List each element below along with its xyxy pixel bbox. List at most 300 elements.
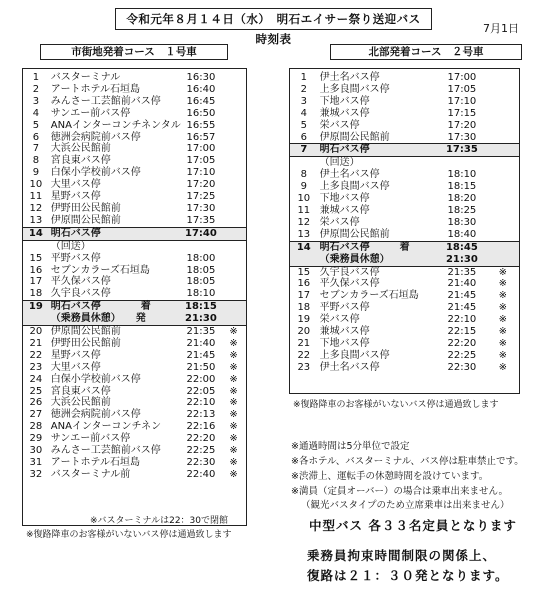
departure-time: 22:13 [186, 409, 216, 421]
return-mark: ※ [498, 302, 508, 314]
timetable-row [23, 253, 246, 265]
timetable-row [290, 181, 519, 193]
timetable-row [23, 72, 246, 84]
timetable-row [290, 350, 519, 362]
timetable-row [23, 276, 246, 288]
return-mark: ※ [229, 409, 238, 421]
timetable-row [290, 326, 519, 338]
timetable-row [23, 397, 246, 409]
timetable-row [23, 326, 246, 338]
stop-name: 白保小学校前バス停 [50, 373, 141, 385]
stop-name: 明石バス停 [49, 227, 181, 240]
stop-number: 10 [29, 179, 43, 191]
stop-number: 23 [297, 361, 311, 373]
stop-name: 明石バス停 [318, 144, 438, 157]
return-mark [487, 120, 519, 132]
left-closing-note: ※バスターミナルは22：30で閉館 [90, 516, 228, 526]
stop-name: 久宇良バス停 [50, 288, 111, 300]
stop-name: 明石バス停 着 [318, 241, 438, 253]
note-5: （観光バスタイプのため立席乗車は出来ません） [301, 500, 510, 511]
departure-time: 21:40 [447, 278, 477, 290]
departure-time: 17:40 [181, 227, 221, 240]
stop-number: 9 [32, 167, 40, 179]
timetable-row [290, 290, 519, 302]
timetable-row [23, 301, 246, 313]
stop-number [290, 157, 318, 169]
stop-name: 星野バス停 [50, 349, 101, 361]
timetable-row [290, 120, 519, 132]
timetable-row [23, 265, 246, 277]
return-mark [221, 240, 246, 252]
departure-time: 17:35 [437, 144, 487, 157]
stop-number: 1 [300, 72, 307, 83]
stop-number: 31 [29, 457, 43, 468]
timetable-row [290, 362, 519, 374]
return-mark [487, 96, 519, 108]
stop-number: 14 [23, 227, 49, 240]
departure-time: 21:50 [186, 361, 216, 373]
departure-time: 22:10 [186, 397, 216, 409]
timetable-row [23, 120, 246, 132]
return-mark [221, 253, 246, 265]
timetable-row [290, 72, 519, 84]
stop-number: 16 [297, 278, 311, 290]
stop-number: 17 [297, 290, 311, 302]
return-mark: ※ [498, 326, 508, 338]
departure-time: 22:25 [447, 349, 477, 361]
timetable-row [290, 144, 519, 157]
departure-time: 17:35 [186, 214, 216, 226]
departure-time: 21:30 [181, 313, 221, 325]
return-mark: ※ [498, 278, 508, 290]
return-mark [221, 132, 246, 144]
return-mark: ※ [498, 314, 508, 326]
stop-number: 21 [29, 337, 43, 349]
timetable-row [290, 217, 519, 229]
timetable-row [290, 254, 519, 266]
departure-time: 17:15 [447, 107, 477, 119]
stop-name: セブンカラーズ石垣島 [50, 264, 150, 276]
stop-name: 大浜公民館前 [50, 397, 111, 409]
stop-number: 18 [297, 302, 311, 314]
return-mark [487, 157, 519, 169]
timetable-row [23, 96, 246, 108]
return-mark: ※ [229, 468, 238, 480]
departure-time: 22:10 [447, 314, 477, 326]
stop-name: ANAインターコンチネンタル [50, 119, 181, 131]
stop-number: 30 [29, 445, 43, 457]
stop-number: 13 [29, 214, 43, 226]
stop-name: 兼城バス停 [319, 204, 370, 216]
stop-name: 星野バス停 [50, 191, 101, 203]
stop-number: 5 [32, 119, 40, 131]
timetable-row [290, 132, 519, 144]
departure-time: 21:45 [447, 302, 477, 314]
stop-number: 1 [32, 72, 40, 83]
departure-time: 22:30 [447, 361, 477, 373]
timetable-row [23, 374, 246, 386]
return-mark: ※ [498, 290, 508, 302]
departure-time: 17:25 [186, 191, 216, 203]
return-mark [487, 72, 519, 84]
departure-time: 21:35 [447, 266, 477, 278]
stop-number: 14 [290, 241, 318, 253]
timetable-row [290, 169, 519, 181]
stop-name: 大里バス停 [50, 361, 101, 373]
return-mark [487, 144, 519, 157]
stop-number: 4 [32, 107, 40, 119]
timetable-row [23, 288, 246, 300]
stop-name: 伊土名バス停 [319, 361, 380, 373]
stop-number: 16 [29, 264, 43, 276]
capacity-notice: 中型バス 各３３名定員となります [309, 518, 517, 533]
note-4: ※満員（定員オーバー）の場合は乗車出来ません。 [291, 486, 509, 497]
stop-number: 12 [29, 202, 43, 214]
return-mark: ※ [229, 445, 238, 457]
stop-number: 11 [297, 204, 311, 216]
timetable-row [23, 338, 246, 350]
stop-name: 伊土名バス停 [319, 72, 380, 83]
timetable-row [23, 445, 246, 457]
stop-name: サンエー前バス停 [50, 107, 131, 119]
stop-number: 6 [32, 131, 40, 143]
stop-name: 徳洲会病院前バス停 [50, 131, 141, 143]
stop-number: 19 [297, 314, 311, 326]
departure-time: 16:55 [186, 119, 216, 131]
departure-time: 22:40 [186, 468, 216, 480]
stop-number: 15 [29, 252, 43, 264]
return-mark [221, 203, 246, 215]
right-timetable [290, 72, 519, 374]
return-mark [221, 143, 246, 155]
stop-number: 20 [297, 326, 311, 338]
return-mark: ※ [229, 361, 238, 373]
stop-number: 3 [32, 95, 40, 107]
stop-name: みんさー工芸館前バス停 [50, 95, 161, 107]
return-mark [221, 108, 246, 120]
departure-time: 18:25 [447, 204, 477, 216]
stop-number: 22 [29, 349, 43, 361]
stop-name: 伊野田公民館前 [50, 202, 121, 214]
timetable-row [23, 469, 246, 481]
return-mark [487, 217, 519, 229]
timetable-row [290, 302, 519, 314]
stop-name: 上多良間バス停 [319, 181, 390, 193]
timetable-row [23, 191, 246, 203]
return-mark [221, 227, 246, 240]
departure-time: 22:20 [447, 337, 477, 349]
timetable-row [290, 157, 519, 169]
departure-time: 18:05 [186, 264, 216, 276]
departure-time: 16:50 [186, 107, 216, 119]
timetable-row [23, 240, 246, 252]
departure-time: 22:20 [186, 433, 216, 445]
departure-time: 17:05 [447, 83, 477, 95]
stop-name: 栄バス停 [319, 216, 360, 228]
stop-name: 平野バス停 [319, 302, 370, 314]
departure-time: 18:10 [186, 288, 216, 300]
left-timetable-box [22, 68, 247, 526]
stop-number: 7 [290, 144, 318, 157]
timetable-row [290, 314, 519, 326]
timetable-row [290, 278, 519, 290]
stop-number [23, 240, 49, 252]
timetable-row [290, 96, 519, 108]
stop-number: 32 [29, 468, 43, 480]
departure-time: 18:20 [447, 193, 477, 205]
stop-number: 5 [300, 119, 307, 131]
stop-name: （回送） [50, 240, 91, 252]
stop-number: 23 [29, 361, 43, 373]
stop-number: 21 [297, 337, 311, 349]
timetable-row [23, 84, 246, 96]
departure-time: 21:45 [186, 349, 216, 361]
departure-time: 22:15 [447, 326, 477, 338]
timetable-row [290, 84, 519, 96]
departure-time: 18:30 [447, 216, 477, 228]
left-course-header: 市街地発着コース １号車 [40, 44, 228, 60]
timetable-row [23, 433, 246, 445]
stop-name: 栄バス停 [319, 314, 360, 326]
return-mark [221, 288, 246, 300]
stop-number: 4 [300, 107, 307, 119]
timetable-row [23, 215, 246, 227]
right-timetable-box [289, 68, 520, 394]
left-footnote: ※復路降車のお客様がいないバス停は通過致します [26, 530, 232, 540]
return-mark [487, 169, 519, 181]
stop-number: 13 [297, 228, 311, 240]
stop-number: 6 [300, 131, 307, 143]
stop-number: 19 [23, 301, 49, 313]
right-footnote: ※復路降車のお客様がいないバス停は通過致します [293, 400, 499, 410]
departure-time: 22:30 [186, 457, 216, 468]
stop-name: 伊原間公民館前 [319, 228, 390, 240]
return-mark [487, 181, 519, 193]
return-mark [221, 155, 246, 167]
stop-number: 2 [300, 83, 307, 95]
stop-name: 平野バス停 [50, 252, 101, 264]
stop-name: 栄バス停 [319, 119, 360, 131]
stop-name: 平久保バス停 [50, 276, 111, 288]
return-mark [221, 84, 246, 96]
return-mark [487, 254, 519, 266]
stop-name: 伊原間公民館前 [319, 131, 390, 143]
stop-name: （乗務員休憩） [318, 254, 438, 266]
timetable-row [23, 350, 246, 362]
departure-time: 17:10 [447, 95, 477, 107]
return-mark [487, 132, 519, 144]
timetable-row [23, 227, 246, 240]
stop-number: 9 [300, 181, 307, 193]
timetable-row [23, 108, 246, 120]
return-mark: ※ [229, 349, 238, 361]
timetable-row [23, 409, 246, 421]
departure-time: 17:00 [186, 143, 216, 155]
departure-time: 18:15 [181, 301, 221, 313]
return-mark [487, 108, 519, 120]
stop-number: 24 [29, 373, 43, 385]
return-mark [487, 205, 519, 217]
departure-time: 18:05 [186, 276, 216, 288]
date-label: 7月1日 [483, 22, 519, 35]
stop-number: 8 [300, 169, 307, 181]
return-mark [221, 301, 246, 313]
return-mark: ※ [229, 421, 238, 433]
stop-name: 下地バス停 [319, 337, 370, 349]
stop-number: 10 [297, 193, 311, 205]
departure-time: 16:57 [186, 131, 216, 143]
stop-number: 22 [297, 349, 311, 361]
stop-number: 25 [29, 385, 43, 397]
timetable-row [290, 205, 519, 217]
stop-name: アートホテル石垣島 [50, 83, 140, 95]
departure-time: 18:15 [447, 181, 477, 193]
departure-time: 17:00 [447, 72, 477, 83]
departure-time [437, 157, 487, 169]
stop-name: 下地バス停 [319, 95, 370, 107]
departure-time: 16:30 [186, 72, 216, 83]
timetable-row [23, 457, 246, 469]
stop-number [23, 313, 49, 325]
return-mark: ※ [498, 337, 508, 349]
stop-number: 12 [297, 216, 311, 228]
return-mark: ※ [229, 433, 238, 445]
departure-time: 22:16 [186, 421, 216, 433]
departure-time: 17:20 [186, 179, 216, 191]
stop-name: バスターミナル [50, 72, 121, 83]
return-mark [221, 179, 246, 191]
stop-name: （回送） [319, 157, 360, 169]
return-mark: ※ [229, 373, 238, 385]
restriction-line-2: 復路は２１：３０発となります。 [307, 568, 509, 583]
return-mark [487, 84, 519, 96]
stop-name: 兼城バス停 [319, 326, 370, 338]
stop-name: 平久保バス停 [319, 278, 380, 290]
stop-name: セブンカラーズ石垣島 [319, 290, 419, 302]
timetable-row [290, 241, 519, 253]
stop-name: 明石バス停 着 [49, 301, 181, 313]
stop-number: 20 [29, 326, 43, 338]
stop-number: 27 [29, 409, 43, 421]
return-mark [221, 265, 246, 277]
departure-time: 18:10 [447, 169, 477, 181]
left-timetable [23, 72, 246, 481]
stop-name: バスターミナル前 [50, 468, 131, 480]
return-mark [221, 96, 246, 108]
timetable-row [290, 229, 519, 241]
return-mark: ※ [498, 349, 508, 361]
stop-number: 8 [32, 155, 40, 167]
departure-time: 16:40 [186, 83, 216, 95]
stop-name: サンエー前バス停 [50, 433, 131, 445]
stop-number: 11 [29, 191, 43, 203]
return-mark [221, 276, 246, 288]
note-1: ※通過時間は5分単位で設定 [291, 441, 410, 452]
stop-number: 29 [29, 433, 43, 445]
departure-time: 17:20 [447, 119, 477, 131]
stop-name: 兼城バス停 [319, 107, 370, 119]
departure-time: 22:25 [186, 445, 216, 457]
stop-number: 15 [297, 266, 311, 278]
stop-number [290, 254, 318, 266]
stop-name: 徳洲会病院前バス停 [50, 409, 141, 421]
page-title: 令和元年８月１４日（水） 明石エイサー祭り送迎バス 時刻表 [115, 8, 432, 30]
departure-time [181, 240, 221, 252]
departure-time: 18:45 [437, 241, 487, 253]
return-mark: ※ [229, 385, 238, 397]
stop-name: 上多良間バス停 [319, 349, 390, 361]
departure-time: 17:10 [186, 167, 216, 179]
stop-name: 久宇良バス停 [319, 266, 380, 278]
return-mark [221, 167, 246, 179]
departure-time: 21:40 [186, 337, 216, 349]
stop-name: 白保小学校前バス停 [50, 167, 141, 179]
return-mark: ※ [229, 326, 238, 338]
stop-name: （乗務員休憩） 発 [49, 313, 181, 325]
return-mark [487, 241, 519, 253]
timetable-row [290, 266, 519, 278]
departure-time: 17:30 [447, 131, 477, 143]
stop-name: 伊野田公民館前 [50, 337, 121, 349]
timetable-row [23, 167, 246, 179]
right-course-header: 北部発着コース ２号車 [330, 44, 522, 60]
stop-name: 宮良東バス停 [50, 155, 111, 167]
return-mark: ※ [498, 266, 508, 278]
return-mark [221, 72, 246, 84]
return-mark [221, 215, 246, 227]
timetable-row [23, 313, 246, 325]
timetable-row [23, 155, 246, 167]
stop-name: ANAインターコンチネン [50, 421, 162, 433]
return-mark [221, 313, 246, 325]
stop-number: 28 [29, 421, 43, 433]
timetable-row [23, 421, 246, 433]
stop-name: 下地バス停 [319, 193, 370, 205]
timetable-row [23, 179, 246, 191]
departure-time: 21:45 [447, 290, 477, 302]
return-mark [487, 229, 519, 241]
stop-name: 上多良間バス停 [319, 83, 390, 95]
departure-time: 17:30 [186, 202, 216, 214]
departure-time: 21:35 [186, 326, 216, 338]
stop-number: 18 [29, 288, 43, 300]
stop-name: みんさー工芸館前バス停 [50, 445, 161, 457]
return-mark [221, 120, 246, 132]
departure-time: 18:00 [186, 252, 216, 264]
timetable-row [23, 203, 246, 215]
stop-name: 伊原間公民館前 [50, 214, 121, 226]
stop-number: 7 [32, 143, 40, 155]
stop-number: 2 [32, 83, 40, 95]
note-3: ※渋滞上、運転手の休憩時間を設けています。 [291, 471, 489, 482]
stop-name: 宮良東バス停 [50, 385, 111, 397]
return-mark [221, 191, 246, 203]
stop-name: 大浜公民館前 [50, 143, 111, 155]
departure-time: 21:30 [437, 254, 487, 266]
timetable-row [290, 193, 519, 205]
return-mark: ※ [229, 457, 238, 468]
timetable-row [23, 386, 246, 398]
return-mark: ※ [498, 361, 508, 373]
stop-number: 3 [300, 95, 307, 107]
departure-time: 18:40 [447, 228, 477, 240]
timetable-row [23, 362, 246, 374]
timetable-row [23, 132, 246, 144]
timetable-row [290, 338, 519, 350]
return-mark [487, 193, 519, 205]
stop-name: 伊原間公民館前 [50, 326, 121, 338]
timetable-row [23, 143, 246, 155]
